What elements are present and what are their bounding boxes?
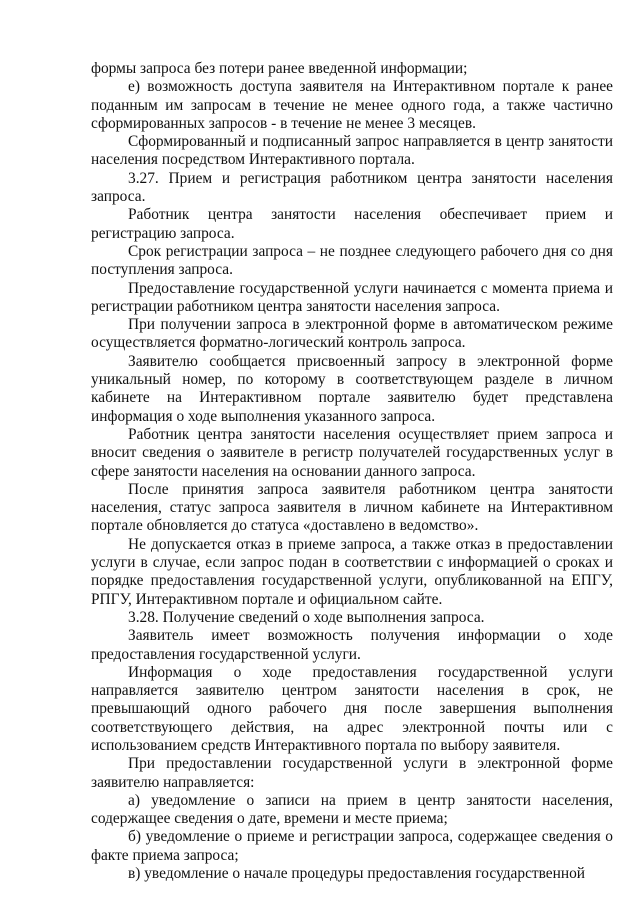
paragraph-8: При получении запроса в электронной форме в автоматическом режиме осуществляется форматно-логический контроль запроса. bbox=[91, 316, 613, 352]
paragraph-14: Заявитель имеет возможность получения информации о ходе предоставления государственной услуги. bbox=[91, 627, 613, 663]
paragraph-3: Сформированный и подписанный запрос направляется в центр занятости населения посредством Интерактивного портала. bbox=[91, 133, 613, 169]
list-item-a: а) уведомление о записи на прием в центр занятости населения, содержащее сведения о дате, времени и месте приема; bbox=[91, 791, 613, 828]
document-body bbox=[91, 60, 613, 883]
paragraph-10: Работник центра занятости населения осуществляет прием запроса и вносит сведения о заявителе в регистр получателей государственных услуг в сфере занятости населения на основании данного запроса. bbox=[91, 425, 613, 480]
paragraph-5: Работник центра занятости населения обеспечивает прием и регистрацию запроса. bbox=[91, 206, 613, 242]
section-heading-3-28: 3.28. Получение сведений о ходе выполнения запроса. bbox=[128, 608, 485, 626]
list-item-v: в) уведомление о начале процедуры предоставления государственной bbox=[128, 865, 586, 883]
paragraph-7: Предоставление государственной услуги начинается с момента приема и регистрации работником центра занятости населения запроса. bbox=[91, 279, 613, 315]
paragraph-1: формы запроса без потери ранее введенной информации; bbox=[91, 60, 468, 77]
paragraph-12: Не допускается отказ в приеме запроса, а также отказ в предоставлении услуги в случае, если запрос подан в соответствии с информацией о сроках и порядке предоставления государственной услуги, опубликованной на ЕПГУ, РПГУ, Интерактивном портале и официальном сайте. bbox=[91, 535, 613, 608]
list-item-b: б) уведомление о приеме и регистрации запроса, содержащее сведения о факте приема запроса; bbox=[91, 828, 613, 864]
paragraph-2: е) возможность доступа заявителя на Интерактивном портале к ранее поданным им запросам в течение не менее одного года, а также частично сформированных запросов - в течение не менее 3 месяцев. bbox=[91, 78, 613, 132]
section-heading-3-27: 3.27. Прием и регистрация работником центра занятости населения запроса. bbox=[91, 169, 613, 206]
paragraph-16: При предоставлении государственной услуги в электронной форме заявителю направляется: bbox=[91, 755, 613, 791]
paragraph-15: Информация о ходе предоставления государственной услуги направляется заявителю центром занятости населения в срок, не превышающий одного рабочего дня после завершения выполнения соответствующего действия, на адрес электронной почты или с использованием средств Интерактивного портала по выбору заявителя. bbox=[91, 663, 613, 754]
paragraph-11: После принятия запроса заявителя работником центра занятости населения, статус запроса заявителя в личном кабинете на Интерактивном портале обновляется до статуса «доставлено в ведомство». bbox=[91, 480, 613, 535]
paragraph-6: Срок регистрации запроса – не позднее следующего рабочего дня со дня поступления запроса. bbox=[91, 242, 613, 279]
paragraph-9: Заявителю сообщается присвоенный запросу в электронной форме уникальный номер, по которому в соответствующем разделе в личном кабинете на Интерактивном портале заявителю будет представлена информация о ходе выполнения указанного запроса. bbox=[91, 352, 613, 425]
